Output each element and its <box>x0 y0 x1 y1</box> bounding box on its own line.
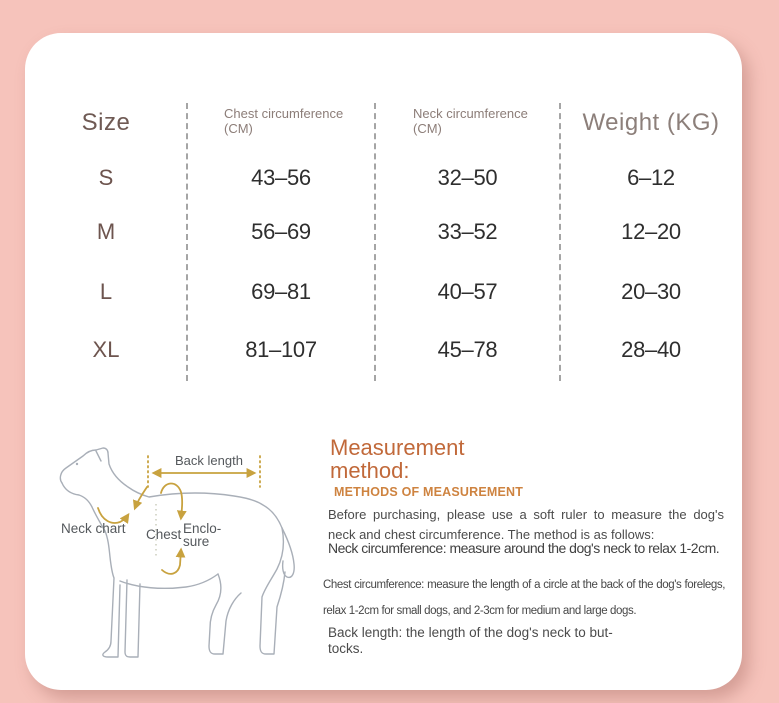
weight-column-header: Weight (KG) <box>582 109 720 136</box>
table-row-l <box>25 278 742 306</box>
neck-value: 33–52 <box>437 219 498 244</box>
neck-header-label: Neck circumference <box>413 106 528 121</box>
table-row-xl <box>25 336 742 364</box>
measurement-subtitle: METHODS OF MEASUREMENT <box>334 485 524 499</box>
chest-column-header <box>224 106 349 136</box>
chest-label: Chest <box>146 527 182 542</box>
neck-value: 40–57 <box>437 279 498 304</box>
back-length-instruction-line2: tocks. <box>328 641 364 656</box>
table-row-m <box>25 218 742 246</box>
size-value: L <box>99 279 113 304</box>
size-value: M <box>96 219 116 244</box>
table-row-s <box>25 164 742 192</box>
enclosure-label: Enclo- sure <box>183 521 222 549</box>
neck-value: 45–78 <box>437 337 498 362</box>
neck-header-unit: (CM) <box>413 121 442 136</box>
chest-value: 69–81 <box>251 279 311 304</box>
withers-arrow <box>135 487 147 508</box>
neck-value: 32–50 <box>437 165 498 190</box>
intro-paragraph: Before purchasing, please use a soft ruler to measure the dog's neck and chest circumference. The method is as follows: <box>328 507 724 542</box>
neck-chart-label: Neck chart <box>61 521 126 536</box>
chest-value: 56–69 <box>251 219 311 244</box>
measurement-title-line2: method: <box>330 458 410 483</box>
chest-header-unit: (CM) <box>224 121 253 136</box>
dog-body-outline <box>60 448 294 657</box>
weight-value: 28–40 <box>621 337 681 362</box>
size-value: S <box>98 165 114 190</box>
chest-value: 43–56 <box>251 165 311 190</box>
chest-header-label: Chest circumference <box>224 106 344 121</box>
measurement-title-line1: Measurement <box>330 435 465 460</box>
weight-value: 6–12 <box>627 165 675 190</box>
dog-outline-illustration <box>50 437 315 695</box>
dog-measurement-diagram <box>50 437 315 695</box>
size-column-header: Size <box>81 109 131 136</box>
neck-instruction: Neck circumference: measure around the dog's neck to relax 1-2cm. <box>328 540 720 556</box>
back-length-instruction-line1: Back length: the length of the dog's neck to but- <box>328 625 613 640</box>
size-chart-card <box>25 33 742 690</box>
weight-value: 20–30 <box>621 279 681 304</box>
weight-value: 12–20 <box>621 219 681 244</box>
chest-measure-arrow-up <box>162 550 181 574</box>
size-value: XL <box>92 337 120 362</box>
chest-measure-arrow-down <box>161 483 182 518</box>
chest-value: 81–107 <box>245 337 317 362</box>
back-length-label: Back length <box>175 453 243 468</box>
chest-instruction: Chest circumference: measure the length of a circle at the back of the dog's forelegs, relax 1-2cm for small dogs, and 2-3cm for medium and large dogs. <box>323 579 725 618</box>
neck-column-header <box>413 106 538 136</box>
